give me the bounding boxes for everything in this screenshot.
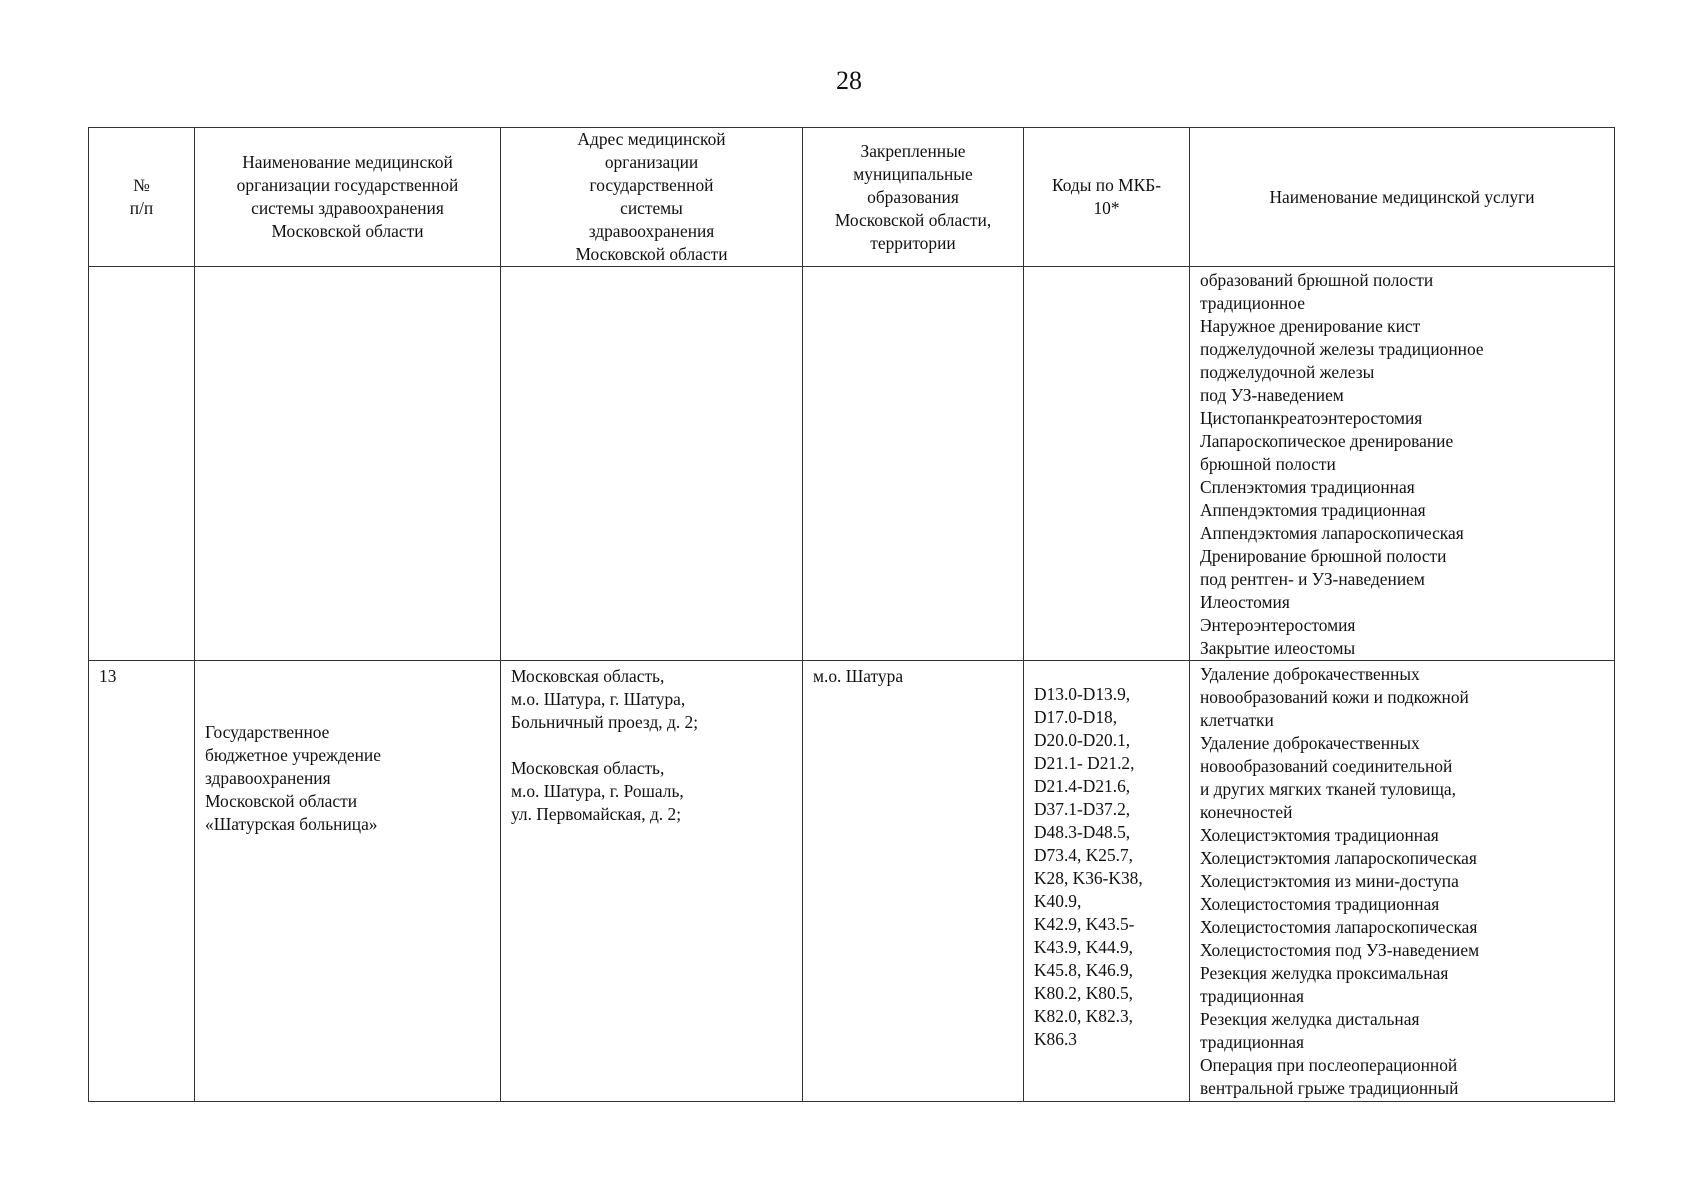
text-line: клетчатки (1200, 710, 1274, 730)
cell-territories (803, 267, 1024, 661)
text-line: традиционная (1200, 986, 1305, 1006)
text-line: под рентген- и УЗ-наведением (1200, 569, 1425, 589)
text-line: поджелудочной железы (1200, 362, 1375, 382)
text-line: поджелудочной железы традиционное (1200, 339, 1484, 359)
text-line: 10* (1093, 198, 1120, 218)
text-line: государственной (589, 175, 714, 195)
text-line: м.о. Шатура, г. Рошаль, (511, 781, 684, 801)
header-num (89, 128, 195, 267)
text-line: K28, K36-K38, (1034, 868, 1143, 888)
cell-org (195, 267, 501, 661)
text-line: Цистопанкреатоэнтеростомия (1200, 408, 1423, 428)
text-line: D20.0-D20.1, (1034, 730, 1131, 750)
text-line: образований брюшной полости (1200, 270, 1434, 290)
text-line: Московской области (575, 244, 728, 264)
text-line (511, 734, 792, 757)
text-line: Холецистостомия традиционная (1200, 894, 1440, 914)
text-line: здравоохранения (205, 768, 331, 788)
text-line: Московская область, (511, 666, 665, 686)
table-row (89, 267, 1615, 661)
text-line: территории (870, 232, 956, 253)
text-line: Холецистостомия лапароскопическая (1200, 917, 1478, 937)
text-line: Коды по МКБ- (1052, 175, 1161, 195)
text-line: Аппендэктомия традиционная (1200, 500, 1426, 520)
header-service (1190, 128, 1615, 267)
text-line: организации (604, 152, 699, 172)
text-line: вентральной грыже традиционный (1200, 1078, 1459, 1098)
text-line: Московской области, (834, 209, 992, 230)
text-line: D13.0-D13.9, (1034, 684, 1131, 704)
text-line: Аппендэктомия лапароскопическая (1200, 523, 1464, 543)
text-line: Наименование медицинской (242, 152, 453, 172)
cell-num: 13 (89, 661, 195, 1102)
text-line: K86.3 (1034, 1029, 1077, 1049)
medical-services-table (88, 127, 1615, 1102)
text-line: м.о. Шатура, г. Шатура, (511, 689, 686, 709)
text-line: K80.2, K80.5, (1034, 983, 1134, 1003)
text-line: D17.0-D18, (1034, 707, 1118, 727)
header-address (501, 128, 803, 267)
text-line: K42.9, K43.5- (1034, 914, 1135, 934)
cell-services (1190, 661, 1615, 1102)
text-line: здравоохранения (588, 221, 715, 241)
text-line: брюшной полости (1200, 454, 1336, 474)
table-row (89, 661, 1615, 1102)
cell-num (89, 267, 195, 661)
text-line: Наружное дренирование кист (1200, 316, 1421, 336)
text-line: K40.9, (1034, 891, 1082, 911)
text-line: № (133, 175, 150, 195)
text-line: Дренирование брюшной полости (1200, 546, 1447, 566)
header-codes (1024, 128, 1190, 267)
header-org (195, 128, 501, 267)
text-line: Холецистэктомия из мини-доступа (1200, 871, 1459, 891)
cell-territories (803, 661, 1024, 1102)
text-line: Энтероэнтеростомия (1200, 615, 1356, 635)
text-line: Спленэктомия традиционная (1200, 477, 1415, 497)
text-line: конечностей (1200, 802, 1293, 822)
text-line: ул. Первомайская, д. 2; (511, 804, 682, 824)
text-line: D37.1-D37.2, (1034, 799, 1131, 819)
text-line: системы (620, 198, 683, 218)
text-line: бюджетное учреждение (205, 745, 381, 765)
text-line: под УЗ-наведением (1200, 385, 1344, 405)
text-line: D21.4-D21.6, (1034, 776, 1131, 796)
text-line: Московской области (271, 221, 424, 241)
text-line: новообразований соединительной (1200, 756, 1453, 776)
text-line: новообразований кожи и подкожной (1200, 687, 1469, 707)
text-line: Операция при послеоперационной (1200, 1055, 1458, 1075)
text-line: «Шатурская больница» (205, 814, 378, 834)
text-line: Резекция желудка дистальная (1200, 1009, 1420, 1029)
cell-codes (1024, 267, 1190, 661)
text-line: Закрепленные (860, 140, 966, 161)
text-line: Холецистостомия под УЗ-наведением (1200, 940, 1480, 960)
header-row (89, 128, 1615, 267)
text-line: Адрес медицинской (577, 129, 726, 149)
text-line: K43.9, K44.9, (1034, 937, 1134, 957)
cell-services (1190, 267, 1615, 661)
text-line: Московской области (205, 791, 358, 811)
text-line: D73.4, K25.7, (1034, 845, 1134, 865)
text-line: организации государственной (236, 175, 459, 195)
text-line: традиционное (1200, 293, 1305, 313)
text-line: системы здравоохранения (251, 198, 444, 218)
text-line: Удаление доброкачественных (1200, 733, 1420, 753)
text-line: Наименование медицинской услуги (1269, 186, 1535, 207)
cell-org (195, 661, 501, 1102)
cell-address (501, 267, 803, 661)
text-line: Удаление доброкачественных (1200, 664, 1420, 684)
text-line: Лапароскопическое дренирование (1200, 431, 1454, 451)
text-line: K82.0, K82.3, (1034, 1006, 1134, 1026)
text-line: Холецистэктомия лапароскопическая (1200, 848, 1477, 868)
text-line: м.о. Шатура (813, 666, 904, 686)
text-line: Закрытие илеостомы (1200, 638, 1356, 658)
text-line: п/п (129, 198, 154, 218)
text-line: образования (867, 186, 959, 207)
cell-codes (1024, 661, 1190, 1102)
text-line: муниципальные (853, 163, 973, 184)
page-number: 28 (836, 66, 862, 95)
text-line: Государственное (205, 722, 330, 742)
text-line: Резекция желудка проксимальная (1200, 963, 1449, 983)
text-line: D21.1- D21.2, (1034, 753, 1135, 773)
text-line: D48.3-D48.5, (1034, 822, 1131, 842)
text-line: Московская область, (511, 758, 665, 778)
cell-address (501, 661, 803, 1102)
text-line: K45.8, K46.9, (1034, 960, 1134, 980)
text-line: традиционная (1200, 1032, 1305, 1052)
text-line: и других мягких тканей туловища, (1200, 779, 1456, 799)
header-territories (803, 128, 1024, 267)
text-line: Больничный проезд, д. 2; (511, 712, 699, 732)
text-line: Холецистэктомия традиционная (1200, 825, 1439, 845)
text-line: Илеостомия (1200, 592, 1290, 612)
